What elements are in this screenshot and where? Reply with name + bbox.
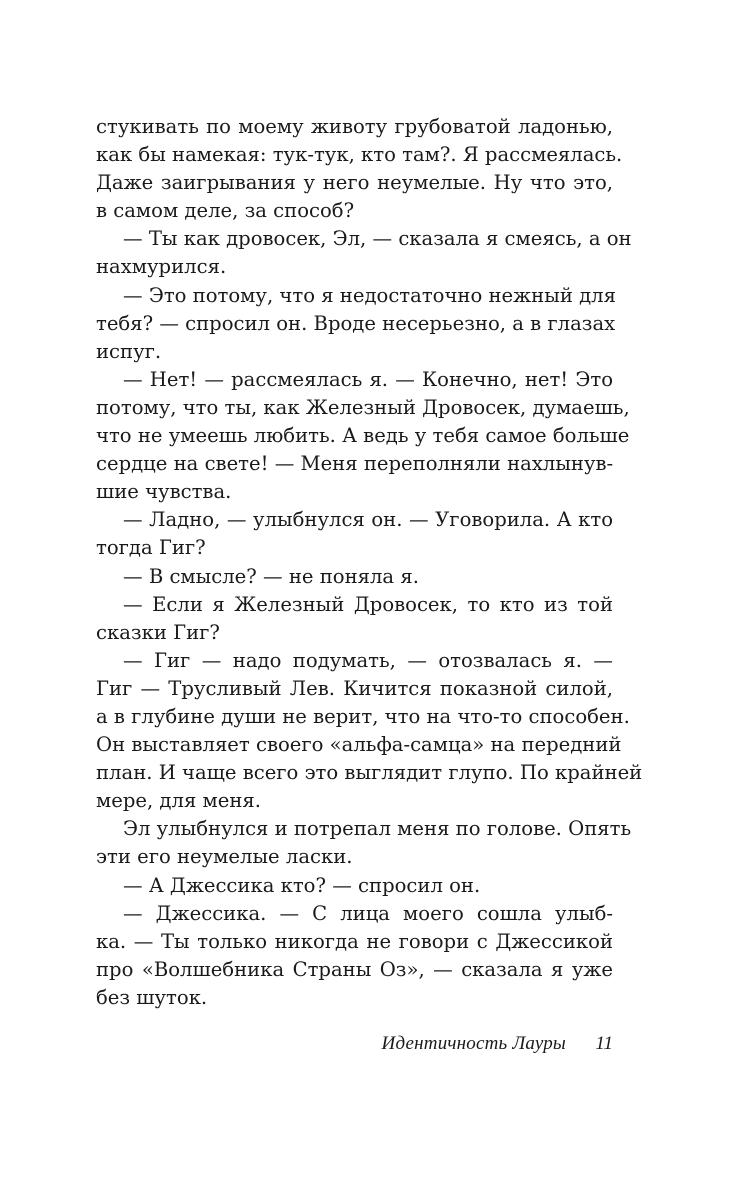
text-line: план. И чаще всего это выглядит глупо. По крайней [96,761,643,785]
text-line: — В смысле? — не поняла я. [123,564,419,588]
text-line: а в глубине души не верит, что на что-то способен. [96,704,630,728]
running-title: Идентичность Лауры [381,1033,566,1054]
text-line: — А Джессика кто? — спросил он. [123,873,481,897]
text-line: в самом деле, за способ? [96,199,355,223]
text-line: Даже заигрывания у него неумелые. Ну что это, [96,171,613,195]
text-line: Он выставляет своего «альфа-самца» на передний [96,733,622,757]
text-line: нахмурился. [96,255,227,279]
text-line: сказки Гиг? [96,620,220,644]
text-line: тогда Гиг? [96,536,206,560]
text-line: без шуток. [96,985,208,1009]
text-line: — Ты как дровосек, Эл, — сказала я смеясь, а он [123,227,632,251]
text-line: — Джессика. — С лица моего сошла улыб- [123,901,613,925]
page-body-text [96,113,643,1012]
text-line: ка. — Ты только никогда не говори с Джессикой [96,929,613,953]
text-line: шие чувства. [96,480,232,504]
text-line: сердце на свете! — Меня переполняли нахлынув- [96,452,614,476]
text-line: про «Волшебника Страны Оз», — сказала я уже [96,957,613,981]
text-line: — Ладно, — улыбнулся он. — Уговорила. А кто [123,508,613,532]
text-line: Эл улыбнулся и потрепал меня по голове. Опять [123,817,632,841]
text-line: что не умеешь любить. А ведь у тебя самое больше [96,424,630,448]
text-line: стукивать по моему животу грубоватой ладонью, [96,115,613,138]
text-line: как бы намекая: тук-тук, кто там?. Я рассмеялась. [96,143,623,167]
page-footer [0,1031,737,1061]
text-line: — Гиг — надо подумать, — отозвалась я. — [123,648,613,672]
text-line: — Это потому, что я недостаточно нежный для [123,283,616,307]
text-line: тебя? — спросил он. Вроде несерьезно, а в глазах [96,311,616,335]
text-line: — Если я Железный Дровосек, то кто из той [123,592,613,616]
text-line: испуг. [96,339,162,363]
text-line: Гиг — Трусливый Лев. Кичится показной силой, [96,676,613,700]
text-line: мере, для меня. [96,789,262,813]
text-line: — Нет! — рассмеялась я. — Конечно, нет! Это [123,367,613,391]
text-line: потому, что ты, как Железный Дровосек, думаешь, [96,395,630,419]
text-line: эти его неумелые ласки. [96,845,353,869]
page-number: 11 [595,1033,613,1054]
